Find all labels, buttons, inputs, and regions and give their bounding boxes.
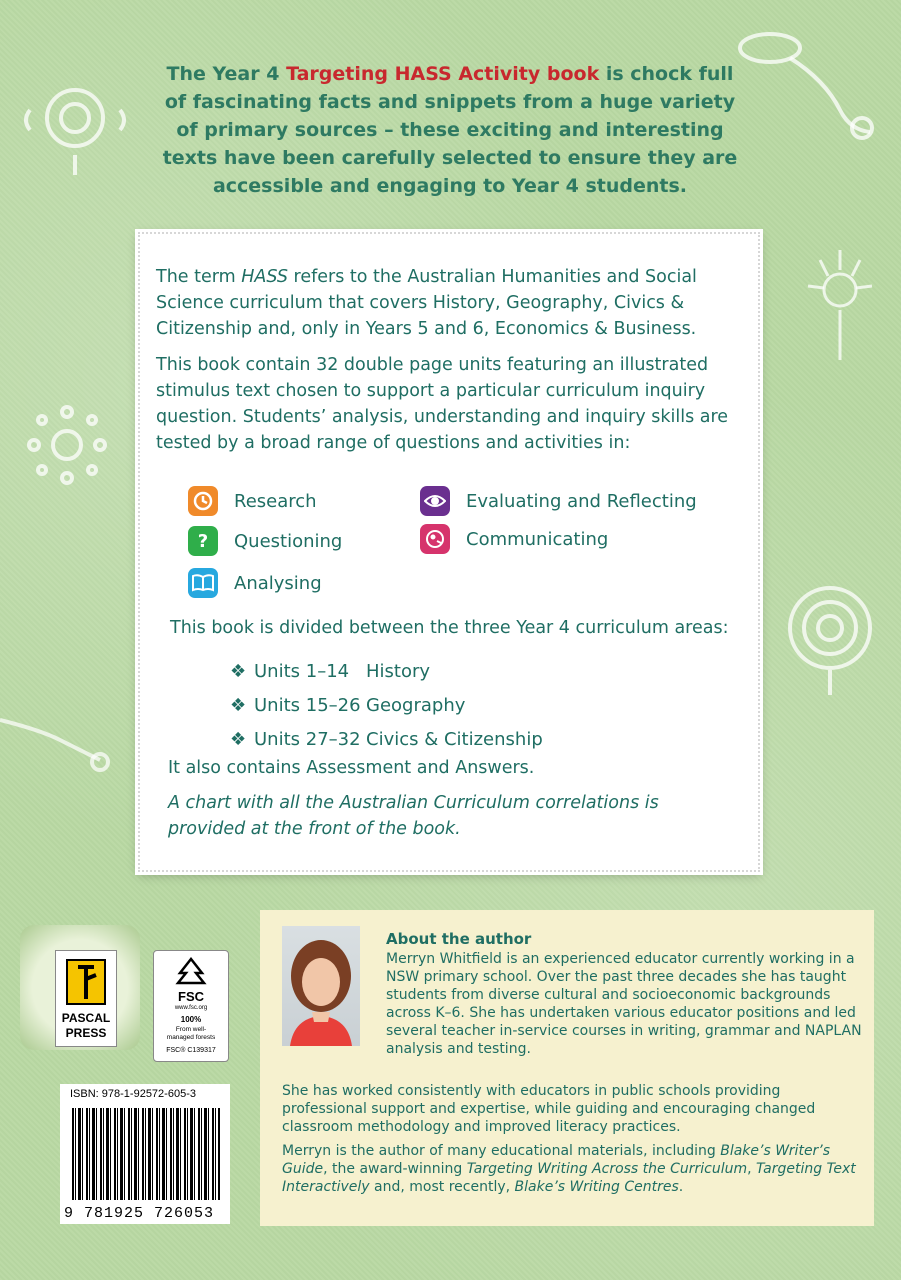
fsc-code: FSC® C139317 <box>166 1047 216 1054</box>
info-card <box>138 232 760 872</box>
author-bio-2: She has worked consistently with educators in public schools providing professional support and expertise, while guiding and encouraging changed classroom methodology and improved literacy practices. <box>282 1083 816 1135</box>
bio3-mid1: , the award-winning <box>323 1161 467 1177</box>
fsc-logo <box>153 950 229 1062</box>
bio3-mid3: and, most recently, <box>369 1179 515 1195</box>
unit-area: Civics & Citizenship <box>366 728 543 750</box>
pascal-press-mark-icon <box>66 959 106 1005</box>
barcode-digits: 9 781925 726053 <box>64 1205 215 1222</box>
skill-label: Evaluating and Reflecting <box>466 490 697 512</box>
intro-pre: The Year 4 <box>166 63 287 85</box>
skill-label: Research <box>234 490 317 512</box>
fsc-desc: From well-managed forests <box>166 1026 216 1041</box>
book-title-2: Targeting Writing Across the Curriculum <box>466 1161 748 1177</box>
fsc-brand: FSC <box>178 989 204 1004</box>
bio3-end: . <box>678 1179 684 1195</box>
fsc-tree-icon <box>172 957 210 991</box>
publisher-name-line1: PASCAL <box>61 1011 111 1025</box>
author-more <box>282 1082 862 1202</box>
lizard-doodle-icon-2 <box>0 700 110 780</box>
info-card-content <box>156 264 746 466</box>
bullet-icon: ❖ <box>230 694 247 716</box>
para1-post: refers to the Australian Humanities and Social Science curriculum that covers History, Geography, Civics & Citizenship and, only in Years 5 and 6, Economics & Business. <box>156 267 697 339</box>
author-bio-1: Merryn Whitfield is an experienced educator currently working in a NSW primary school. Over the past three decades she has taught students from diverse cultural and socioeconomic backgrounds across K–6. She has undertaken various educator positions and led several teacher in-service courses in writing, grammar and NAPLAN analysis and testing. <box>386 951 862 1057</box>
lizard-doodle-icon <box>730 20 880 150</box>
unit-row <box>230 722 543 756</box>
sun-doodle-icon <box>22 400 112 490</box>
units-list <box>230 654 543 756</box>
intro-text <box>160 60 740 200</box>
skill-label: Analysing <box>234 572 322 594</box>
fsc-site: www.fsc.org <box>174 1005 208 1011</box>
unit-row <box>230 688 543 722</box>
hass-term: HASS <box>241 267 288 287</box>
isbn-barcode <box>60 1084 230 1224</box>
unit-range: Units 27–32 <box>254 728 361 750</box>
author-intro <box>386 930 864 1058</box>
publisher-name-line2: PRESS <box>65 1026 107 1040</box>
fsc-percent: 100% <box>180 1015 202 1024</box>
bio3-pre: Merryn is the author of many educational materials, including <box>282 1143 721 1159</box>
spiral-doodle-icon <box>20 70 130 180</box>
unit-range: Units 15–26 <box>254 694 361 716</box>
unit-row <box>230 654 543 688</box>
book-icon <box>188 568 218 598</box>
isbn-label: ISBN: 978-1-92572-605-3 <box>70 1088 196 1100</box>
bio3-mid2: , <box>747 1161 757 1177</box>
skill-research <box>188 486 317 516</box>
also-contains: It also contains Assessment and Answers. <box>168 758 535 778</box>
hass-definition <box>156 264 746 342</box>
bullet-icon: ❖ <box>230 660 247 682</box>
chart-note: A chart with all the Australian Curriculum correlations is provided at the front of the book. <box>168 793 659 839</box>
book-title-1: Blake’s Writer’s Guide <box>282 1143 831 1177</box>
book-title-3: Targeting Text Interactively <box>282 1161 856 1195</box>
book-description: This book contain 32 double page units featuring an illustrated stimulus text chosen to support a particular curriculum inquiry question. Students’ analysis, understanding and inquiry skills are tested by a broad range of questions and activities in: <box>156 355 729 453</box>
para1-pre: The term <box>156 267 242 287</box>
about-author-heading: About the author <box>386 930 532 948</box>
intro-book-title: Targeting HASS Activity book <box>286 63 600 85</box>
pascal-press-logo <box>55 950 117 1047</box>
unit-area: History <box>366 660 431 682</box>
skill-evaluating <box>420 486 697 516</box>
about-author-panel <box>260 910 874 1226</box>
author-bio-3 <box>282 1142 862 1196</box>
unit-range: Units 1–14 <box>254 660 350 682</box>
skill-label: Communicating <box>466 528 609 550</box>
skill-questioning <box>188 526 342 556</box>
barcode-bars-icon <box>72 1108 220 1200</box>
speech-icon <box>420 524 450 554</box>
question-icon: ? <box>188 526 218 556</box>
unit-area: Geography <box>366 694 466 716</box>
skill-communicating <box>420 524 608 554</box>
book-title-4: Blake’s Writing Centres <box>514 1179 679 1195</box>
divided-text: This book is divided between the three Year 4 curriculum areas: <box>170 618 729 638</box>
author-photo <box>282 926 360 1046</box>
spiral-doodle-icon-2 <box>770 570 890 700</box>
intro-post: is chock full of fascinating facts and snippets from a huge variety of primary sources – these exciting and interesting texts have been carefully selected to ensure they are accessible and engaging to Year 4 students. <box>162 63 738 197</box>
clock-icon <box>188 486 218 516</box>
starburst-doodle-icon <box>790 230 890 370</box>
eye-icon <box>420 486 450 516</box>
bullet-icon: ❖ <box>230 728 247 750</box>
skill-analysing <box>188 568 322 598</box>
skill-label: Questioning <box>234 530 343 552</box>
